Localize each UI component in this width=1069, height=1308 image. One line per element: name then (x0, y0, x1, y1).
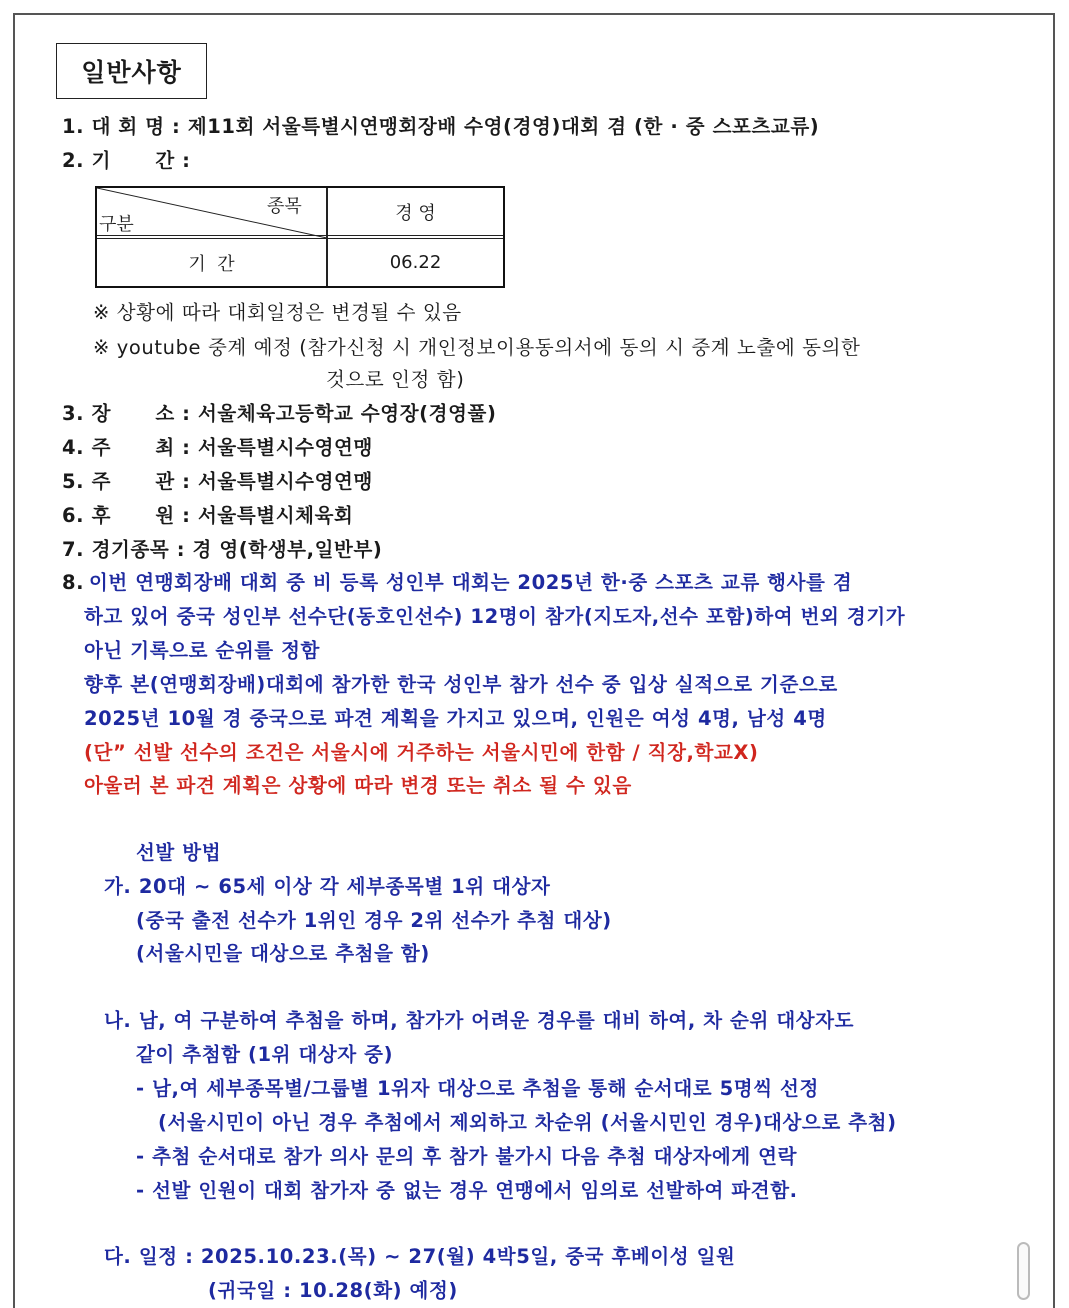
selection-line: 나. 남, 여 구분하여 추첨을 하며, 참가가 어려운 경우를 대비 하여, 차 순위 대상자도 (104, 1009, 855, 1032)
period-row-label: 기 간 (188, 253, 235, 275)
item-7-event-type: 7. 경기종목 : 경 영(학생부,일반부) (62, 538, 383, 561)
item-8-line: 아닌 기록으로 순위를 정함 (84, 639, 320, 662)
item-2-period-label: 2. 기 간 : (62, 149, 191, 172)
header-col-label: 종목 (267, 196, 302, 217)
selection-heading: 선발 방법 (136, 841, 222, 864)
item-4-host: 4. 주 최 : 서울특별시수영연맹 (62, 436, 373, 459)
selection-line: 가. 20대 ~ 65세 이상 각 세부종목별 1위 대상자 (104, 875, 551, 898)
item-8-line: 향후 본(연맹회장배)대회에 참가한 한국 성인부 참가 선수 중 입상 실적으로 기준으로 (84, 673, 838, 696)
item-8-line: 하고 있어 중국 성인부 선수단(동호인선수) 12명이 참가(지도자,선수 포함)하여 번외 경기가 (84, 605, 906, 628)
item-1-event-name: 1. 대 회 명 : 제11회 서울특별시연맹회장배 수영(경영)대회 겸 (한 · 중 스포츠교류) (62, 115, 820, 138)
item-5-organizer: 5. 주 관 : 서울특별시수영연맹 (62, 470, 373, 493)
section-title: 일반사항 (56, 43, 207, 99)
item-8-notice: 아울러 본 파견 계획은 상황에 따라 변경 또는 취소 될 수 있음 (84, 774, 632, 797)
selection-line: (서울시민이 아닌 경우 추첨에서 제외하고 차순위 (서울시민인 경우)대상으로 추첨) (158, 1111, 897, 1134)
item-6-sponsor: 6. 후 원 : 서울특별시체육회 (62, 504, 354, 527)
selection-line: - 추첨 순서대로 참가 의사 문의 후 참가 불가시 다음 추첨 대상자에게 연락 (136, 1145, 798, 1168)
item-8-line: 이번 연맹회장배 대회 중 비 등록 성인부 대회는 2025년 한·중 스포츠 교류 행사를 겸 (89, 571, 853, 594)
note-2: ※ youtube 중계 예정 (참가신청 시 개인정보이용동의서에 동의 시 중계 노출에 동의한 (93, 336, 861, 359)
event-cell: 경 영 (395, 203, 436, 224)
selection-line: 같이 추첨함 (1위 대상자 중) (136, 1043, 394, 1066)
selection-line: (중국 출전 선수가 1위인 경우 2위 선수가 추첨 대상) (136, 909, 612, 932)
selection-line: - 남,여 세부종목별/그룹별 1위자 대상으로 추첨을 통해 순서대로 5명씩 선정 (136, 1077, 819, 1100)
scroll-indicator[interactable] (1017, 1242, 1030, 1300)
selection-line: (서울시민을 대상으로 추첨을 함) (136, 942, 430, 965)
note-2-continued: 것으로 인정 함) (326, 368, 465, 391)
item-8-number: 8. (62, 571, 85, 594)
period-date: 06.22 (389, 252, 442, 273)
item-3-venue: 3. 장 소 : 서울체육고등학교 수영장(경영풀) (62, 402, 497, 425)
return-date-line: (귀국일 : 10.28(화) 예정) (208, 1279, 458, 1302)
schedule-line: 다. 일정 : 2025.10.23.(목) ~ 27(월) 4박5일, 중국 후베이성 일원 (104, 1245, 736, 1268)
item-8-line: 2025년 10월 경 중국으로 파견 계획을 가지고 있으며, 인원은 여성 4명, 남성 4명 (84, 707, 827, 730)
note-1: ※ 상황에 따라 대회일정은 변경될 수 있음 (93, 301, 462, 324)
header-row-label: 구분 (99, 214, 134, 235)
selection-line: - 선발 인원이 대회 참가자 중 없는 경우 연맹에서 임의로 선발하여 파견함. (136, 1179, 798, 1202)
item-8-condition: (단” 선발 선수의 조건은 서울시에 거주하는 서울시민에 한함 / 직장,학교X) (84, 741, 759, 764)
period-table (95, 186, 505, 288)
